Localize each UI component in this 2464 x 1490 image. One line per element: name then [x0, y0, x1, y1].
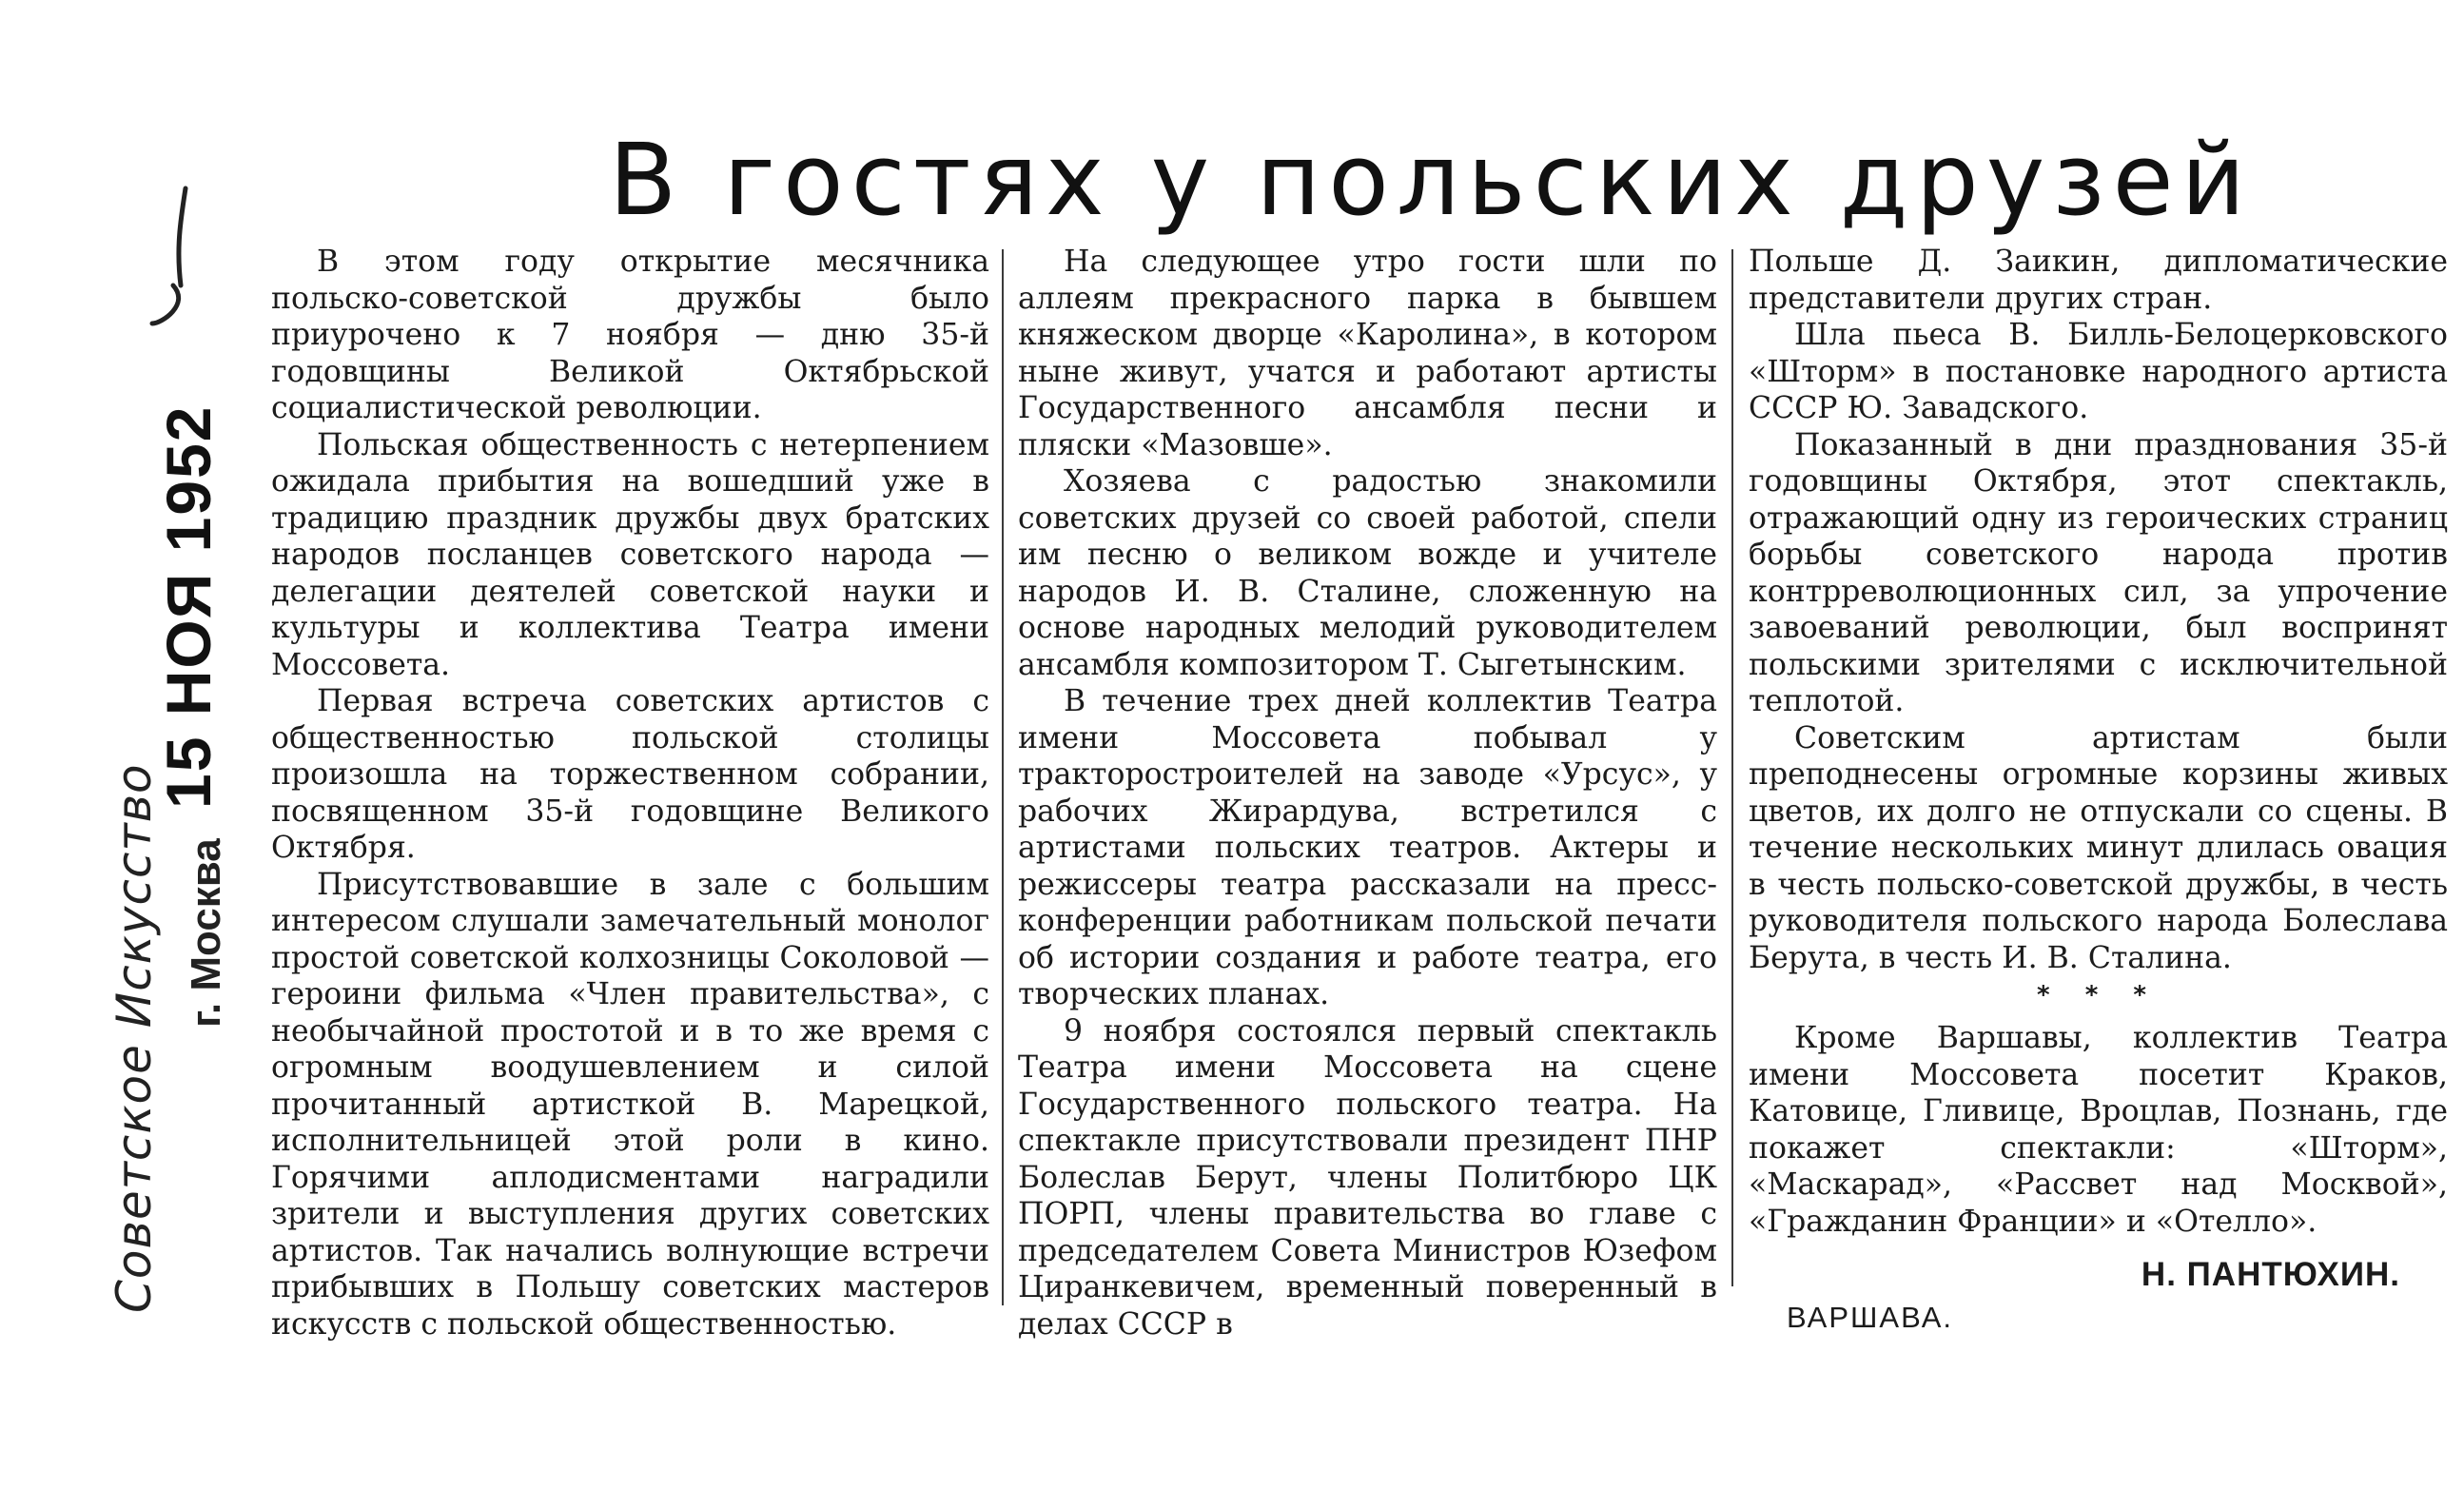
article-paragraph: В этом году открытие месячника польско-советской дружбы было приурочено к 7 ноября — дню 35-й годовщины Великой Октябрьской социалистической революции. — [271, 245, 989, 425]
article-paragraph: Кроме Варшавы, коллектив Театра имени Моссовета посетит Краков, Катовице, Гливице, Вроцлав, Познань, где покажет спектакли: «Шторм», «Маскарад», «Рассвет над Москвой», «Гражданин Франции» и «Отелло». — [1749, 1021, 2448, 1239]
article-paragraph: Польше Д. Заикин, дипломатические представители других стран. — [1749, 245, 2448, 316]
article-paragraph: В течение трех дней коллектив Театра имени Моссовета побывал у тракторостроителей на заводе «Урсус», у рабочих Жирардува, встретился с артистами польских театров. Актеры и режиссеры театра рассказали на пресс-конференции работникам польской печати об истории создания и работе театра, его творческих планах. — [1018, 684, 1717, 1011]
article-column-3 — [1749, 244, 2448, 1336]
article-paragraph: 9 ноября состоялся первый спектакль Театра имени Моссовета на сцене Государственного польского театра. На спектакле присутствовали президент ПНР Болеслав Берут, члены Политбюро ЦК ПОРП, члены правительства во главе с председателем Совета Министров Юзефом Циранкевичем, временный поверенный в делах СССР в — [1018, 1013, 1717, 1342]
article-paragraph: На следующее утро гости шли по аллеям прекрасного парка в бывшем княжеском дворце «Каролина», в котором ныне живут, учатся и работают артисты Государственного ансамбля песни и пляски «Мазовше». — [1018, 245, 1717, 462]
article-paragraph: Первая встреча советских артистов с общественностью польской столицы произошла на торжественном собрании, посвященном 35-й годовщине Великого Октября. — [271, 684, 989, 865]
stamp-publication: Советское Искусство — [107, 763, 162, 1313]
article-paragraph: Шла пьеса В. Билль-Белоцерковского «Шторм» в постановке народного артиста СССР Ю. Завадского. — [1749, 318, 2448, 425]
article-column-1 — [271, 244, 989, 1343]
article-column-2 — [1018, 244, 1717, 1343]
article-title: В гостях у польских друзей — [609, 122, 2254, 238]
stamp-date: 15 НОЯ 1952 — [153, 404, 224, 809]
article-paragraph: Хозяева с радостью знакомили советских друзей со своей работой, спели им песню о великом вожде и учителе народов И. В. Сталине, сложенную на основе народных мелодий руководителем ансамбля композитором Т. Сыгетынским. — [1018, 464, 1717, 682]
section-separator: * * * — [2037, 981, 2160, 1010]
dateline: ВАРШАВА. — [1787, 1300, 1954, 1334]
article-paragraph: Советским артистам были преподнесены огромные корзины живых цветов, их долго не отпускали со сцены. В течение нескольких минут длилась овация в честь польско-советской дружбы, в честь руководителя польского народа Болеслава Берута, в честь И. В. Сталина. — [1749, 720, 2448, 975]
archive-stamp — [95, 404, 266, 1313]
column-rule — [1002, 249, 1004, 1305]
article-paragraph: Польская общественность с нетерпением ожидала прибытия на вошедший уже в традицию праздник дружбы двух братских народов посланцев советского народа — делегации деятелей советской науки и культуры и коллектива Театра имени Моссовета. — [271, 427, 989, 682]
column-rule — [1731, 249, 1733, 1286]
article-paragraph: Показанный в дни празднования 35-й годовщины Октября, этот спектакль, отражающий одну из героических страниц борьбы советского народа против контрреволюционных сил, за упрочение завоеваний революции, был воспринят польскими зрителями с исключительной теплотой. — [1749, 427, 2448, 718]
handwritten-mark-icon — [133, 181, 219, 333]
author-signature: Н. ПАНТЮХИН. — [2141, 1256, 2400, 1293]
article-paragraph: Присутствовавшие в зале с большим интересом слушали замечательный монолог простой советской колхозницы Соколовой — героини фильма «Член правительства», с необычайной простотой и в то же время с огромным воодушевлением и силой прочитанный артисткой В. Марецкой, исполнительницей этой роли в кино. Горячими аплодисментами наградили зрители и выступления других советских артистов. Так начались волнующие встречи прибывших в Польшу советских мастеров искусств с польской общественностью. — [271, 867, 989, 1342]
stamp-city: г. Москва — [183, 838, 229, 1028]
